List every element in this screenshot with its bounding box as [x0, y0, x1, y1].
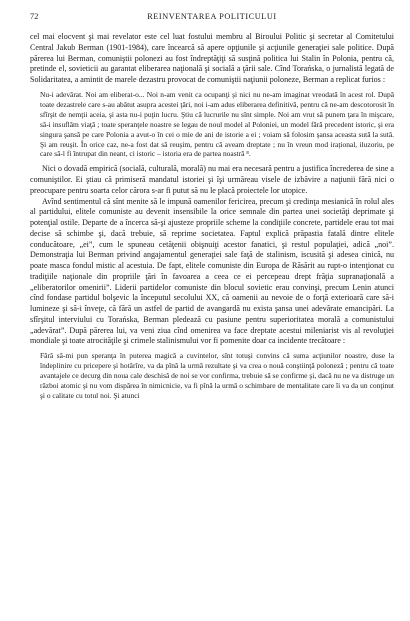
body-paragraph: Avînd sentimentul că sînt menite să le impună oamenilor fericirea, precum şi credinţa mesianică în rolul ales al partidului, elitele comuniste au devenit insensibile la orice semnale din partea unei societăţi deprimate şi potenţial ostile. Departe de a încerca să-şi ajusteze propriile scheme la condiţiile concrete, partidele erau tot mai decise să schimbe şi, dacă trebuie, să reprime societatea. Faptul explică prăpastia fatală dintre elitele conducătoare, „ei”, cum le spuneau cetăţenii obişnuiţi acestor fanatici, şi restul populaţiei, adică „noi”. Demonstraţia lui Berman privind angajamentul generaţiei sale faţă de stalinism, iscusită şi adesea cinică, nu poate masca fondul mistic al acestuia. De fapt, elitele comuniste din Europa de Răsărit au rupt-o intenţionat cu tradiţiile naţionale din propriile ţări în favoarea a ceea ce ei percepeau drept frăţia supranaţională a „eliberatorilor omenirii”. Liderii partidelor comuniste din blocul sovietic erau convinşi, precum Lenin atunci cînd fondase partidul bolşevic la începutul secolului XX, că oamenii au nevoie de o forţă exterioară care să-i lumineze şi să-i înveţe, că fără un astfel de partid de avangardă nu exista şansa unei adevărate emancipări. La sfîrşitul interviului cu Torańska, Berman pledează cu pasiune pentru superioritatea morală a comunistului „adevărat”. După părerea lui, va veni ziua cînd omenirea va face dreptate acestui mileniarist vis al revoluţiei mondiale şi toate atrocităţile şi crimele stalinismului vor fi pomenite doar ca incidente trecătoare :: [30, 196, 394, 346]
page-number: 72: [30, 12, 39, 21]
running-title: REINVENTAREA POLITICULUI: [147, 12, 277, 21]
page-body: [30, 32, 394, 401]
body-paragraph: cel mai elocvent şi mai revelator este cel luat fostului membru al Biroului Politic şi secretar al Comitetului Central Jakub Berman (1901-1984), care încearcă să apere opţiunile şi acţiunile generaţiei sale politice. După părerea lui Berman, comuniştii polonezi au fost îndreptăţiţi să susţină politica lui Stalin în Polonia, pentru că, pretinde el, sovieticii au garantat eliberarea naţională şi socială a ţării sale. Cînd Torańska, o jurnalistă legată de Solidaritatea, a amintit de marele dezastru provocat de comuniştii naţiunii poloneze, Berman a replicat furios :: [30, 32, 394, 84]
block-quote: Fără să-mi pun speranţa în puterea magică a cuvintelor, sînt totuşi convins că suma acţiunilor noastre, duse la îndeplinire cu pricepere şi hotărîre, va da pînă la urmă rezultate şi va crea o nouă conştiinţă poloneză ; pentru că toate avantajele ce decurg din noua cale deschisă de noi se vor confirma, trebuie să se confirme şi, dacă nu ne va distruge un război atomic şi nu vom dispărea în nimicnicie, va fi pînă la urmă o schimbare de mentalitate care îi va da un conţinut şi o calitate cu totul noi. Şi atunci: [40, 351, 394, 400]
page-header: [30, 12, 394, 26]
block-quote: Nu-i adevărat. Noi am eliberat-o... Noi n-am venit ca ocupanţi şi nici nu ne-am imaginat vreodată în acest rol. După toate dezastrele care s-au abătut asupra acestei ţări, noi i-am adus eliberarea definitivă, pentru că ne-am descotorosit în sfîrşit de nemţii aceia, şi asta nu-i puţin lucru. Ştiu că lucrurile nu sînt simple. Noi am vrut să punem ţara în mişcare, să-i insuflăm viaţă ; toate speranţele noastre se legau de noul model al Poloniei, un model fără precedent istoric, şi era singura şansă pe care Polonia a avut-o în cei o mie de ani de istorie a ei ; voiam să folosim şansa aceasta sută la sută. Şi am reuşit. În orice caz, ne-a fost dat să reuşim, pentru că aveam dreptate ; nu în vreun mod irațional, iluzoriu, pe care să-l fi întrupat din neant, ci istoric – istoria era de partea noastră ⁸.: [40, 89, 394, 159]
body-paragraph: Nici o dovadă empirică (socială, culturală, morală) nu mai era necesară pentru a justifica încrederea de sine a comuniştilor. Ei ştiau că primiseră mandatul istoriei şi îşi urmăreau visele de izbăvire a naţiunii fără nici o preocupare pentru soarta celor cărora s-ar fi putut să nu le placă proiectele lor utopice.: [30, 164, 394, 195]
